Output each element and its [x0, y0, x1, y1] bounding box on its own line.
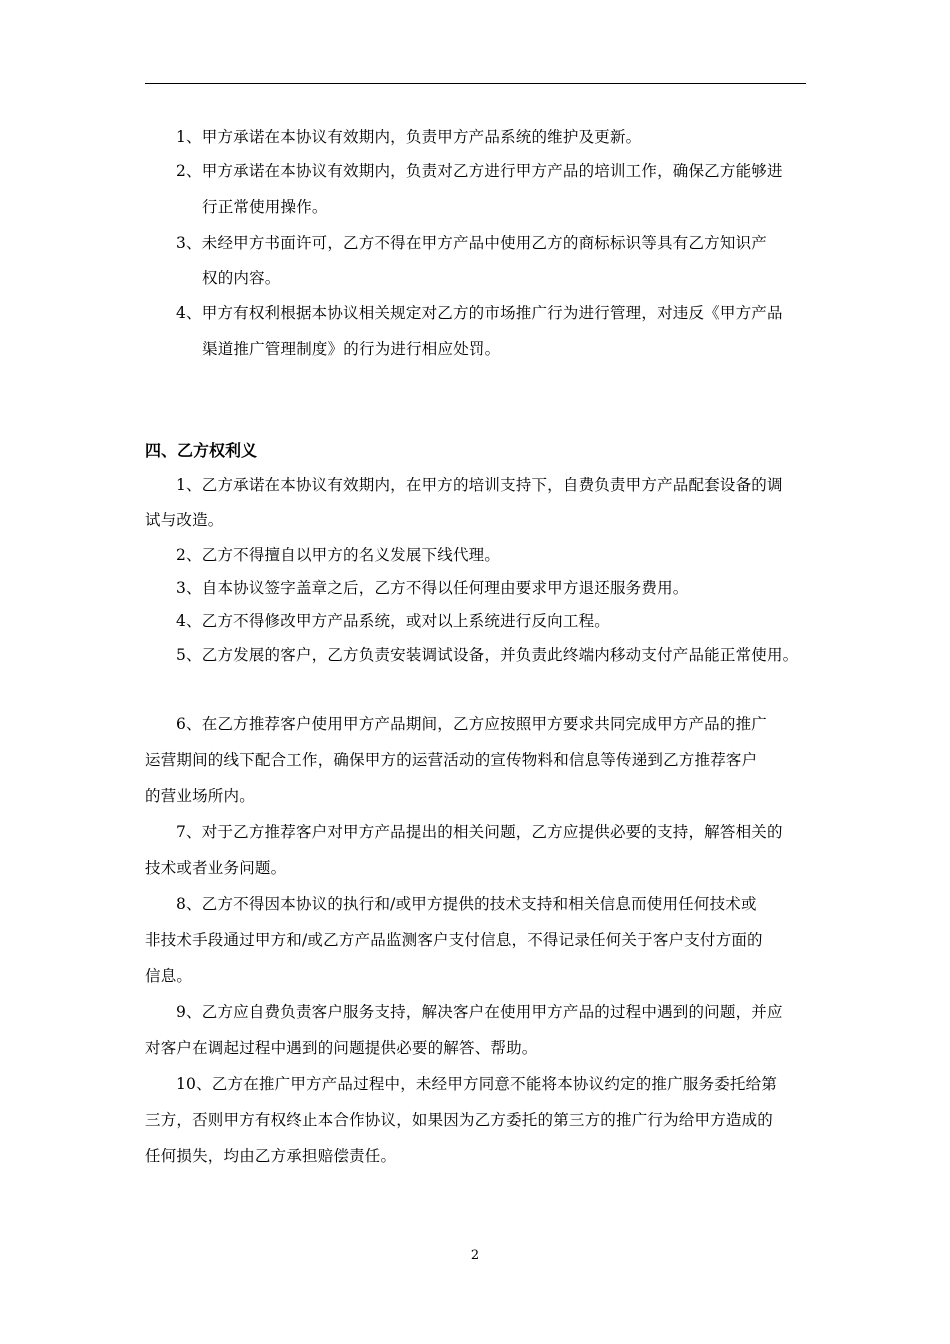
section4-heading: 四、乙方权利义: [145, 441, 258, 460]
section4-item-2: 2、乙方不得擅自以甲方的名义发展下线代理。: [176, 546, 501, 564]
section3-item-1-line-1: 1、甲方承诺在本协议有效期内，负责甲方产品系统的维护及更新。: [176, 128, 642, 146]
section3-item-4-line-2: 渠道推广管理制度》的行为进行相应处罚。: [202, 340, 501, 358]
section4-item-10-line-1: 10、乙方在推广甲方产品过程中，未经甲方同意不能将本协议约定的推广服务委托给第: [176, 1075, 778, 1093]
section4-item-1-line-1: 1、乙方承诺在本协议有效期内，在甲方的培训支持下，自费负责甲方产品配套设备的调: [176, 476, 783, 494]
section4-item-9-line-1: 9、乙方应自费负责客户服务支持，解决客户在使用甲方产品的过程中遇到的问题，并应: [176, 1003, 783, 1021]
section4-item-8-line-3: 信息。: [145, 967, 193, 985]
section4-item-4: 4、乙方不得修改甲方产品系统，或对以上系统进行反向工程。: [176, 612, 610, 630]
section3-item-2-line-1: 2、甲方承诺在本协议有效期内，负责对乙方进行甲方产品的培训工作，确保乙方能够进: [176, 162, 783, 180]
section4-item-5: 5、乙方发展的客户，乙方负责安装调试设备，并负责此终端内移动支付产品能正常使用。: [176, 646, 799, 664]
section4-item-10-line-3: 任何损失，均由乙方承担赔偿责任。: [145, 1147, 397, 1165]
section3-item-2-line-2: 行正常使用操作。: [202, 198, 328, 216]
section3-item-3-line-1: 3、未经甲方书面许可，乙方不得在甲方产品中使用乙方的商标标识等具有乙方知识产: [176, 234, 767, 252]
section4-item-6-line-3: 的营业场所内。: [145, 787, 255, 805]
section4-item-6-line-1: 6、在乙方推荐客户使用甲方产品期间，乙方应按照甲方要求共同完成甲方产品的推广: [176, 715, 767, 733]
section4-item-1-line-2: 试与改造。: [145, 511, 224, 529]
page-number: 2: [470, 1248, 480, 1263]
section3-item-4-line-1: 4、甲方有权利根据本协议相关规定对乙方的市场推广行为进行管理，对违反《甲方产品: [176, 304, 783, 322]
section4-item-7-line-1: 7、对于乙方推荐客户对甲方产品提出的相关问题，乙方应提供必要的支持，解答相关的: [176, 823, 783, 841]
section3-item-3-line-2: 权的内容。: [202, 269, 281, 287]
section4-item-8-line-1: 8、乙方不得因本协议的执行和/或甲方提供的技术支持和相关信息而使用任何技术或: [176, 895, 757, 913]
section4-item-9-line-2: 对客户在调起过程中遇到的问题提供必要的解答、帮助。: [145, 1039, 538, 1057]
header-rule: [145, 83, 806, 84]
section4-item-7-line-2: 技术或者业务问题。: [145, 859, 287, 877]
section4-item-8-line-2: 非技术手段通过甲方和/或乙方产品监测客户支付信息，不得记录任何关于客户支付方面的: [145, 931, 763, 949]
section4-item-3: 3、自本协议签字盖章之后，乙方不得以任何理由要求甲方退还服务费用。: [176, 579, 689, 597]
section4-item-10-line-2: 三方，否则甲方有权终止本合作协议，如果因为乙方委托的第三方的推广行为给甲方造成的: [145, 1111, 774, 1129]
section4-item-6-line-2: 运营期间的线下配合工作，确保甲方的运营活动的宣传物料和信息等传递到乙方推荐客户: [145, 751, 758, 769]
